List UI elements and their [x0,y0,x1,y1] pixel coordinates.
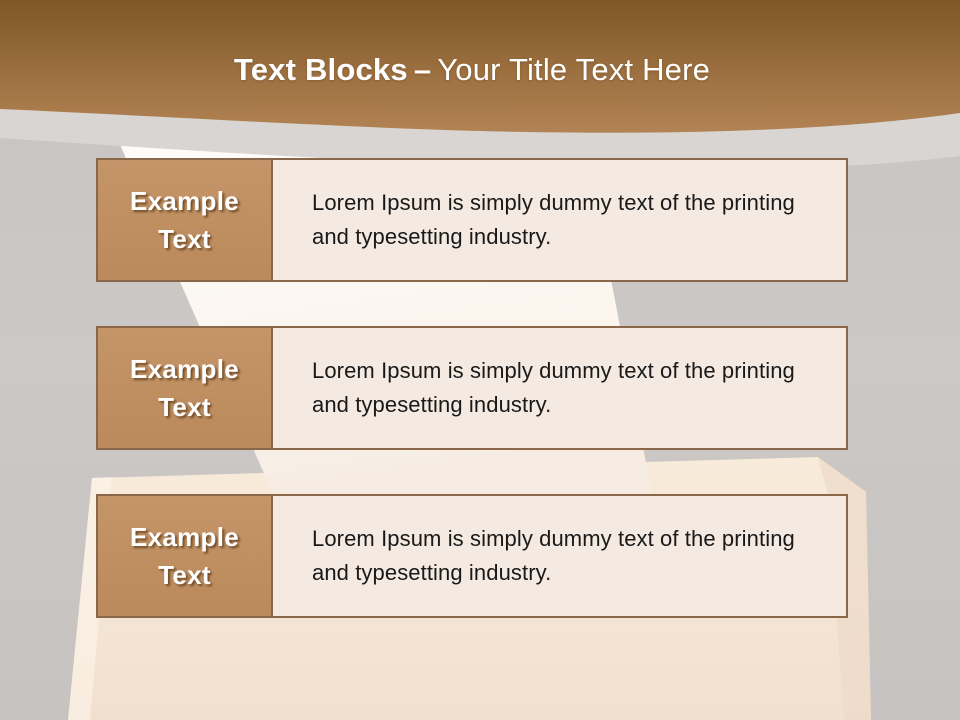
slide-title-bold: Text Blocks [233,52,408,87]
text-block-2-body-text: Lorem Ipsum is simply dummy text of the printing and typesetting industry. [312,358,795,417]
text-block-3-heading-line2: Text [158,560,211,590]
text-block-3-label-cell [98,496,273,616]
text-block-row-3 [96,494,848,618]
slide-title [0,52,952,88]
text-block-1-body-text: Lorem Ipsum is simply dummy text of the printing and typesetting industry. [312,190,795,249]
text-block-2-heading-line2: Text [158,392,211,422]
text-block-1-body-cell [273,160,846,280]
text-block-3-heading-line1: Example [129,522,240,552]
text-block-2-body-cell [273,328,846,448]
slide-title-regular: Your Title Text Here [437,52,711,87]
text-block-1-label-cell [98,160,273,280]
text-block-3-body-cell [273,496,846,616]
text-block-3-body-text: Lorem Ipsum is simply dummy text of the printing and typesetting industry. [312,526,795,585]
slide-title-dash: – [413,52,432,87]
text-block-row-1 [96,158,848,282]
header-wave [0,0,960,180]
text-block-2-heading-line1: Example [129,354,240,384]
text-block-2-label-cell [98,328,273,448]
text-block-row-2 [96,326,848,450]
text-block-1-heading-line1: Example [129,186,240,216]
text-block-1-heading-line2: Text [158,224,211,254]
